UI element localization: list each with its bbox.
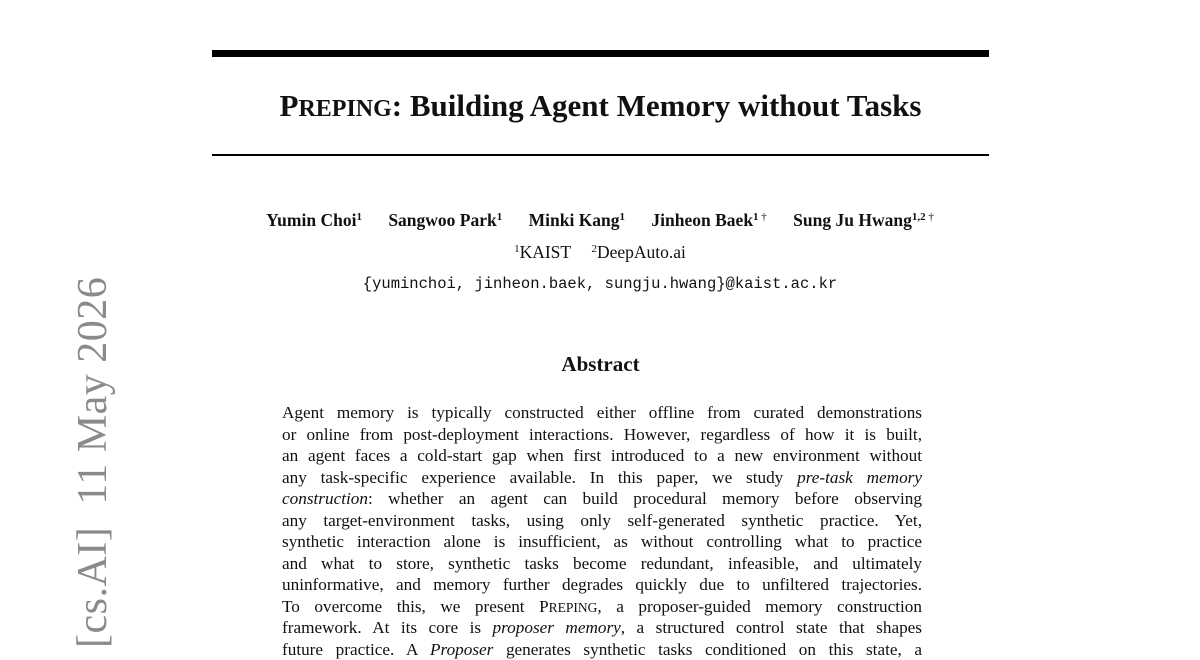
emphasis: pre-task memory [797,468,922,487]
abstract-line: any task-specific experience available. In this paper, we study pre-task memory [282,467,922,489]
author-list [150,207,1050,233]
author: Sangwoo Park$^1$ [388,210,502,230]
title-rest: : Building Agent Memory without Tasks [392,88,922,123]
abstract-line: future practice. A Proposer generates synthetic tasks conditioned on this state, a [282,639,922,660]
author: Jinheon Baek$^{1 \dagger}$ [651,210,766,230]
abstract-line: construction: whether an agent can build procedural memory before observing [282,488,922,510]
abstract-line: or online from post-deployment interactions. However, regardless of how it is built, [282,424,922,446]
title-name-initial: P [280,88,299,123]
affiliation: $^1$KAIST [514,242,571,262]
arxiv-identifier-stamp [70,277,116,648]
emphasis: Proposer [430,640,493,659]
abstract-line: Agent memory is typically constructed either offline from curated demonstrations [282,402,922,424]
method-name-smallcaps: REPING [549,600,598,615]
abstract-line: an agent faces a cold-start gap when first introduced to a new environment without [282,445,922,467]
abstract-heading: Abstract [212,350,989,378]
title-top-rule [212,50,989,57]
corresponding-author-mark: † [761,211,767,223]
arxiv-date: 11 May 2026 [70,277,116,505]
abstract-line: any target-environment tasks, using only self-generated synthetic practice. Yet, [282,510,922,532]
arxiv-category: [cs.AI] [70,527,116,648]
abstract-body [282,402,922,660]
author: Yumin Choi$^1$ [266,210,362,230]
abstract-line: and what to store, synthetic tasks become redundant, infeasible, and ultimately [282,553,922,575]
author-emails: {yuminchoi, jinheon.baek, sungju.hwang}@kaist.ac.kr [150,272,1050,296]
paper-title [212,86,989,129]
emphasis: proposer memory [493,618,621,637]
title-name-smallcaps: REPING [298,96,391,122]
affiliation-list [150,239,1050,265]
emphasis: construction [282,489,368,508]
abstract-line: uninformative, and memory further degrades quickly due to unfiltered trajectories. [282,574,922,596]
title-bottom-rule [212,154,989,156]
author: Minki Kang$^1$ [529,210,625,230]
abstract-line: To overcome this, we present PREPING, a proposer-guided memory construction [282,596,922,618]
author: Sung Ju Hwang$^{1,2 \dagger}$ [793,210,934,230]
corresponding-author-mark: † [928,211,934,223]
abstract-line: synthetic interaction alone is insufficient, as without controlling what to practice [282,531,922,553]
affiliation: $^2$DeepAuto.ai [591,242,685,262]
abstract-line: framework. At its core is proposer memory, a structured control state that shapes [282,617,922,639]
